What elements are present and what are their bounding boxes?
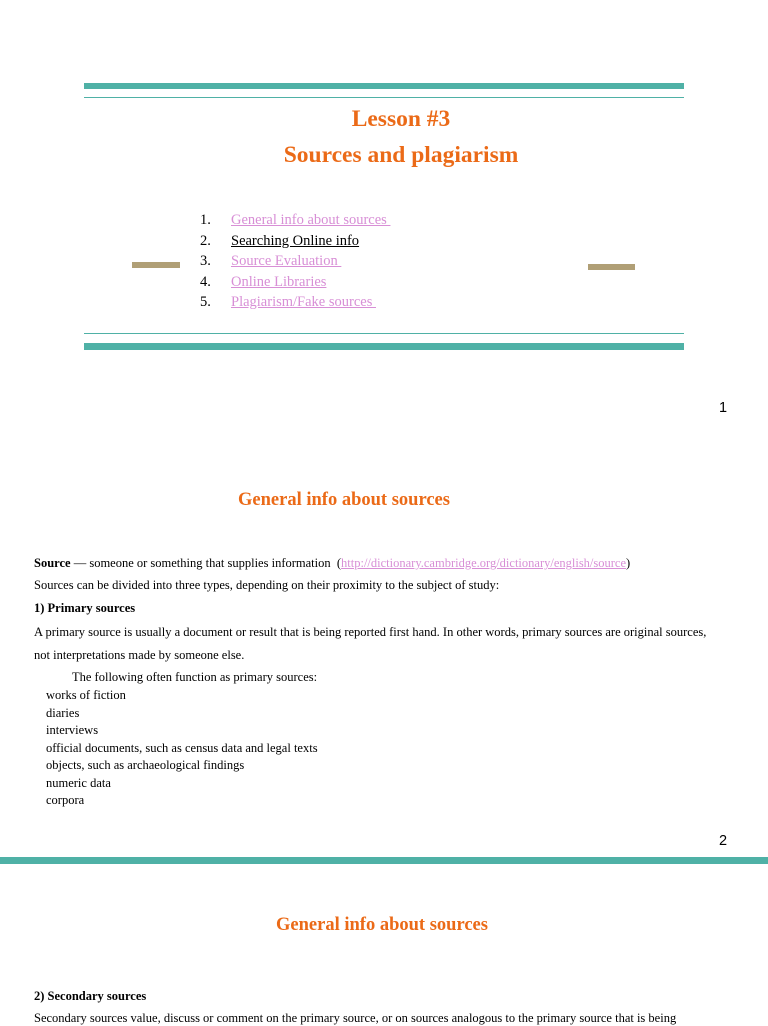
lesson-topic-title: Sources and plagiarism <box>283 142 519 168</box>
source-close-paren: ) <box>626 556 631 570</box>
top-thick-rule <box>84 83 684 89</box>
toc-link-searching-online[interactable]: Searching Online info <box>231 232 360 249</box>
toc-link-online-libraries[interactable]: Online Libraries <box>231 273 327 290</box>
toc-link-general-info[interactable]: General info about sources <box>231 212 391 228</box>
source-definition-text: — someone or something that supplies information ( <box>70 556 342 570</box>
primary-sources-description: A primary source is usually a document or result that is being reported first hand. In other words, primary sources are original sources, <box>34 625 707 639</box>
bottom-thin-rule <box>84 333 684 334</box>
page-divider-rule <box>0 857 768 864</box>
left-decorative-bar <box>132 262 180 268</box>
list-item: diaries <box>46 705 80 720</box>
list-item: interviews <box>46 723 99 737</box>
source-term: Source <box>34 556 71 570</box>
list-item: official documents, such as census data and legal texts <box>46 740 318 755</box>
toc-link-source-evaluation[interactable]: Source Evaluation <box>231 253 342 269</box>
section-heading: General info about sources <box>238 490 450 510</box>
primary-sources-list-intro: The following often function as primary sources: <box>72 670 318 684</box>
source-types-intro: Sources can be divided into three types, depending on their proximity to the subject of study: <box>34 578 500 592</box>
table-of-contents <box>200 210 390 313</box>
toc-item-source-evaluation <box>200 251 390 272</box>
list-item: objects, such as archaeological findings <box>46 758 245 772</box>
primary-sources-description-cont: not interpretations made by someone else. <box>34 648 245 662</box>
list-item: numeric data <box>46 775 111 790</box>
toc-item-plagiarism <box>200 292 390 313</box>
secondary-sources-heading: 2) Secondary sources <box>34 989 147 1003</box>
toc-item-general-info <box>200 210 390 231</box>
toc-number: 4. <box>200 273 211 290</box>
section-heading: General info about sources <box>276 915 488 935</box>
toc-item-online-libraries <box>200 272 390 293</box>
secondary-sources-description: Secondary sources value, discuss or comment on the primary source, or on sources analogous to the primary source that is being <box>34 1011 677 1025</box>
toc-number: 5. <box>200 294 211 310</box>
right-decorative-bar <box>588 264 635 270</box>
toc-number: 3. <box>200 253 211 269</box>
list-item: corpora <box>46 793 85 807</box>
toc-item-searching-online <box>200 231 390 252</box>
list-item: works of fiction <box>46 688 126 702</box>
toc-number: 2. <box>200 232 211 249</box>
primary-sources-list <box>46 687 318 810</box>
source-definition <box>34 556 630 571</box>
bottom-thick-rule <box>84 343 684 350</box>
primary-sources-heading: 1) Primary sources <box>34 601 136 615</box>
toc-number: 1. <box>200 212 211 228</box>
page-number: 1 <box>719 400 728 416</box>
lesson-number-title: Lesson #3 <box>351 106 451 132</box>
cambridge-dictionary-link[interactable]: http://dictionary.cambridge.org/dictionary/english/source <box>341 556 627 570</box>
page-number: 2 <box>719 833 728 849</box>
toc-link-plagiarism[interactable]: Plagiarism/Fake sources <box>231 294 376 310</box>
top-thin-rule <box>84 97 684 98</box>
